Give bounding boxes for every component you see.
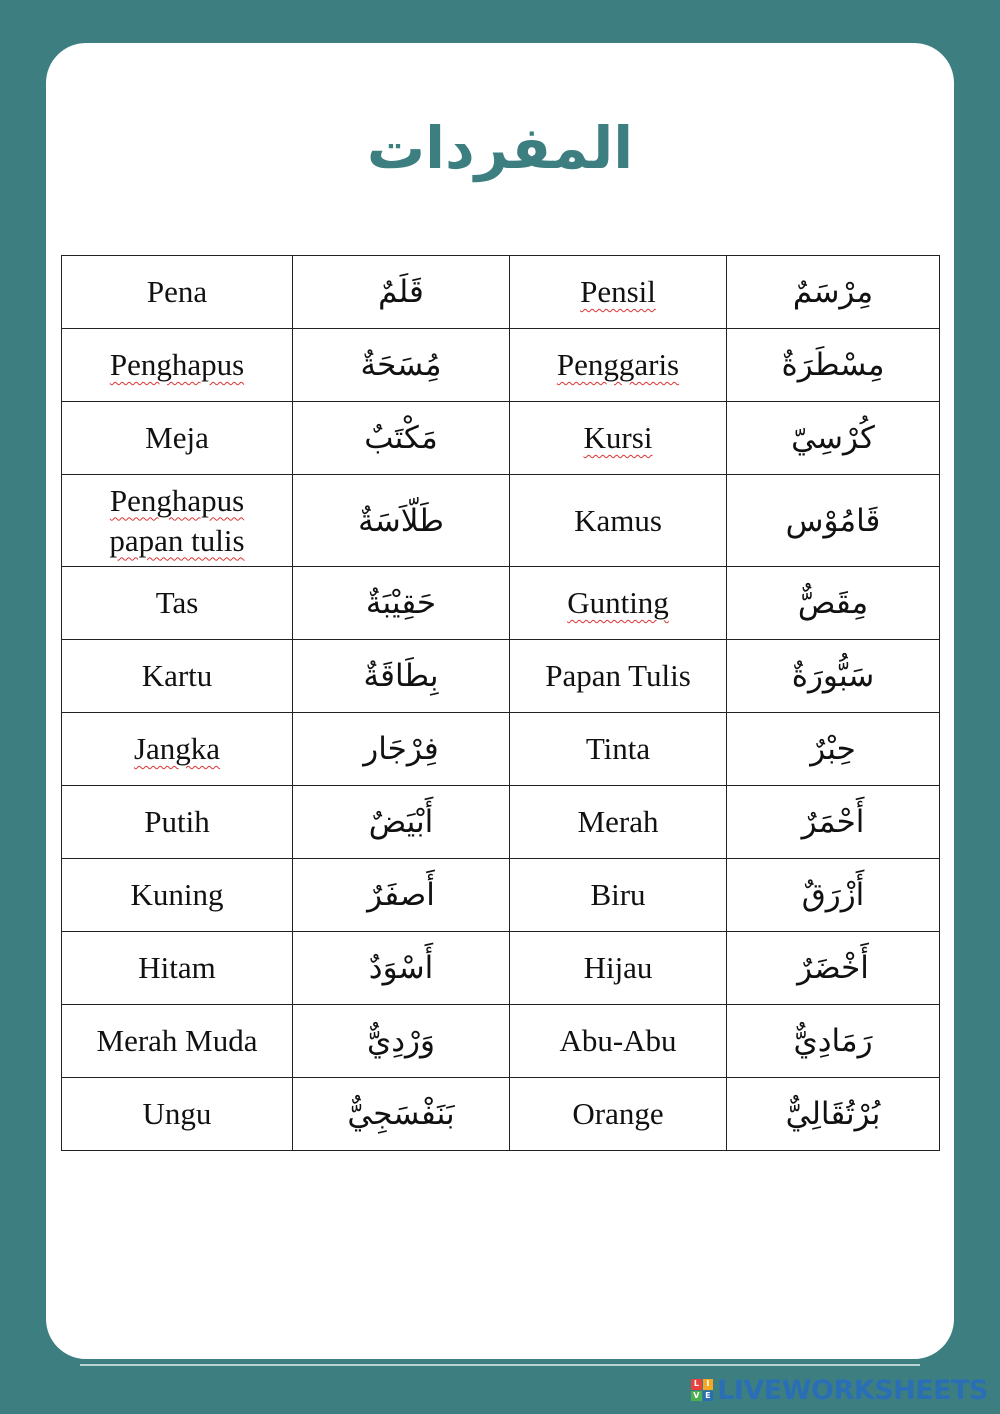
arabic-word: أَحْمَرٌ <box>727 786 940 859</box>
table-row <box>62 859 940 932</box>
spellcheck-word: Kursi <box>583 420 653 455</box>
table-row <box>62 1078 940 1151</box>
indonesian-word: Putih <box>62 786 293 859</box>
table-row <box>62 713 940 786</box>
arabic-word: مِرْسَمٌ <box>727 256 940 329</box>
indonesian-word: Kartu <box>62 640 293 713</box>
indonesian-word: Tas <box>62 567 293 640</box>
indonesian-word <box>510 256 727 329</box>
indonesian-word: Kamus <box>510 475 727 567</box>
arabic-word: بَنَفْسَجِيٌّ <box>293 1078 510 1151</box>
table-row <box>62 640 940 713</box>
arabic-word: طَلّاَسَةٌ <box>293 475 510 567</box>
arabic-word: كُرْسِيّ <box>727 402 940 475</box>
arabic-word: حَقِيْبَةٌ <box>293 567 510 640</box>
arabic-word: أَبْيَضٌ <box>293 786 510 859</box>
brand-name: LIVEWORKSHEETS <box>717 1374 988 1406</box>
indonesian-word: Orange <box>510 1078 727 1151</box>
indonesian-word: Ungu <box>62 1078 293 1151</box>
indonesian-word: Biru <box>510 859 727 932</box>
table-row <box>62 786 940 859</box>
logo-letter: E <box>703 1391 714 1402</box>
indonesian-word: Papan Tulis <box>510 640 727 713</box>
arabic-word: سَبُّورَةٌ <box>727 640 940 713</box>
arabic-word: قَلَمٌ <box>293 256 510 329</box>
table-row <box>62 1005 940 1078</box>
indonesian-word <box>62 475 293 567</box>
indonesian-word: Kuning <box>62 859 293 932</box>
arabic-word: حِبْرٌ <box>727 713 940 786</box>
arabic-word: مِقَصٌّ <box>727 567 940 640</box>
arabic-word: رَمَادِيٌّ <box>727 1005 940 1078</box>
logo-letter: V <box>691 1391 702 1402</box>
spellcheck-word: Penghapus <box>109 482 245 518</box>
indonesian-word: Abu-Abu <box>510 1005 727 1078</box>
footer-divider <box>80 1364 920 1366</box>
liveworksheets-brand[interactable] <box>691 1372 988 1408</box>
arabic-word: قَامُوْس <box>727 475 940 567</box>
spellcheck-word: papan tulis <box>109 522 245 558</box>
arabic-word: مَكْتَبٌ <box>293 402 510 475</box>
logo-letter: I <box>703 1379 714 1390</box>
arabic-word: بِطَاقَةٌ <box>293 640 510 713</box>
arabic-word: مُِسَحَةٌ <box>293 329 510 402</box>
table-row <box>62 402 940 475</box>
table-row <box>62 475 940 567</box>
indonesian-word: Pena <box>62 256 293 329</box>
spellcheck-word: Penggaris <box>556 347 680 382</box>
arabic-word: مِسْطَرَةٌ <box>727 329 940 402</box>
indonesian-word: Hijau <box>510 932 727 1005</box>
logo-letter: L <box>691 1379 702 1390</box>
arabic-word: أَصفَرٌ <box>293 859 510 932</box>
vocabulary-table <box>61 255 940 1151</box>
arabic-word: أَسْوَدٌ <box>293 932 510 1005</box>
arabic-word: بُرْتُقَالِيٌّ <box>727 1078 940 1151</box>
arabic-word: أَخْضَرٌ <box>727 932 940 1005</box>
indonesian-word <box>62 713 293 786</box>
indonesian-word <box>510 567 727 640</box>
indonesian-word <box>510 329 727 402</box>
spellcheck-word: Penghapus <box>109 347 245 382</box>
spellcheck-word: Pensil <box>580 274 656 309</box>
indonesian-word: Hitam <box>62 932 293 1005</box>
arabic-word: فِرْجَار <box>293 713 510 786</box>
spellcheck-word: Gunting <box>567 585 669 620</box>
indonesian-word <box>62 329 293 402</box>
page-title: المفردات <box>366 114 634 182</box>
indonesian-word: Tinta <box>510 713 727 786</box>
indonesian-word: Merah Muda <box>62 1005 293 1078</box>
arabic-word: وَرْدِيٌّ <box>293 1005 510 1078</box>
table-row <box>62 256 940 329</box>
indonesian-word <box>510 402 727 475</box>
liveworksheets-logo-icon <box>691 1379 713 1401</box>
table-row <box>62 932 940 1005</box>
indonesian-word: Merah <box>510 786 727 859</box>
arabic-word: أَزْرَقٌ <box>727 859 940 932</box>
indonesian-word: Meja <box>62 402 293 475</box>
spellcheck-word: Jangka <box>133 731 221 766</box>
table-row <box>62 329 940 402</box>
table-row <box>62 567 940 640</box>
